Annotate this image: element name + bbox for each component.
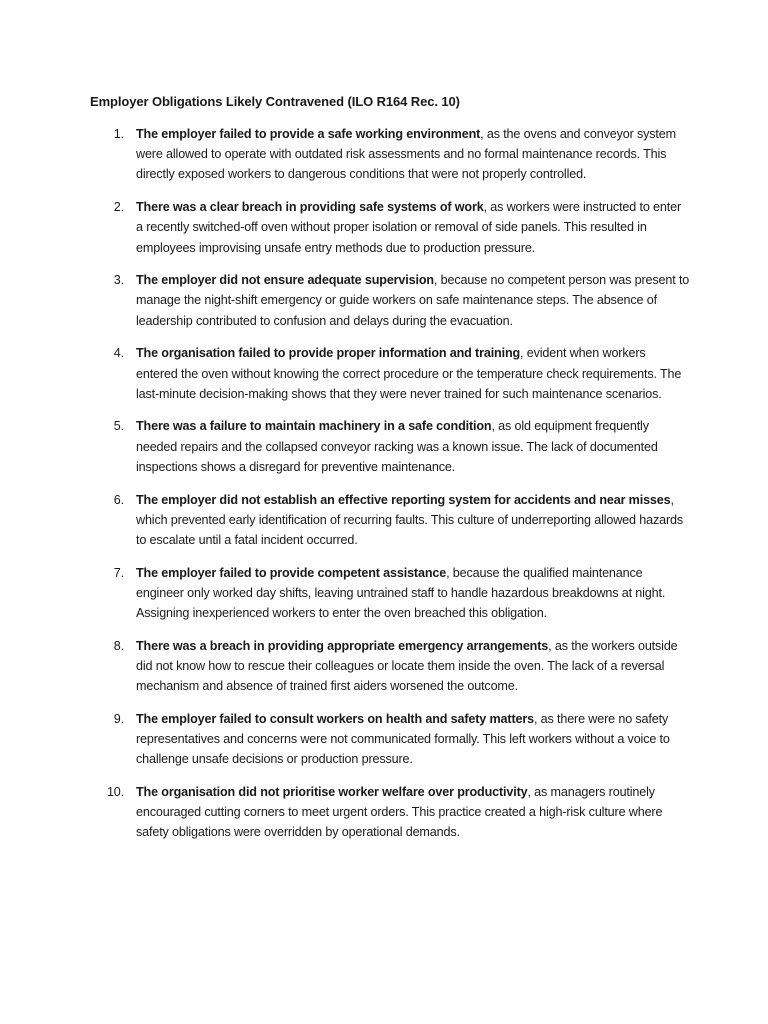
list-item [90,782,690,843]
item-number: 3. [113,273,124,288]
list-item [90,270,690,331]
list-item [90,124,690,185]
list-item [90,709,690,770]
item-lead-text: There was a clear breach in providing safe systems of work [136,200,484,215]
item-lead-text: There was a breach in providing appropriate emergency arrangements [136,638,549,653]
list-item [90,343,690,404]
item-number: 8. [113,638,124,653]
item-number: 4. [113,346,124,361]
item-body-text: , because no competent person was present to manage the night-shift emergency or guide workers on safe maintenance steps. The absence of leadership contributed to confusion and delays during the evacuation. [136,273,690,328]
list-item [90,416,690,477]
item-body-text: , as the ovens and conveyor system were allowed to operate with outdated risk assessments and no formal maintenance records. This directly exposed workers to dangerous conditions that were not properly controlled. [136,127,676,182]
item-number: 7. [113,565,124,580]
item-number: 1. [113,127,124,141]
item-body-text: , as workers were instructed to enter a recently switched-off oven without proper isolation or removal of side panels. This resulted in employees improvising unsafe entry methods due to production pressure. [136,200,681,255]
item-lead-text: The employer failed to provide a safe working environment [136,127,481,141]
item-lead-text: There was a failure to maintain machinery in a safe condition [136,419,492,434]
document-heading: Employer Obligations Likely Contravened (ILO R164 Rec. 10) [90,94,460,109]
item-number: 6. [113,492,124,507]
item-body-text: , as managers routinely encouraged cutting corners to meet urgent orders. This practice created a high-risk culture where safety obligations were overridden by operational demands. [136,784,663,840]
item-lead-text: The employer did not establish an effective reporting system for accidents and near misses [136,492,671,507]
item-lead-text: The organisation failed to provide proper information and training [136,346,521,361]
item-body-text: , because the qualified maintenance engineer only worked day shifts, leaving untrained staff to handle hazardous breakdowns at night. Assigning inexperienced workers to enter the oven breached this obligation. [136,565,666,621]
list-item [90,490,690,551]
item-number: 5. [113,419,124,434]
item-body-text: , as old equipment frequently needed repairs and the collapsed conveyor racking was a known issue. The lack of documented inspections shows a disregard for preventive maintenance. [136,419,658,474]
item-number: 2. [113,200,124,215]
item-number: 10. [106,784,124,799]
item-body-text: , as the workers outside did not know how to rescue their colleagues or locate them inside the oven. The lack of a reversal mechanism and absence of trained first aiders worsened the outcome. [136,638,678,694]
list-item [90,636,690,697]
item-body-text: , which prevented early identification of recurring faults. This culture of underreporting allowed hazards to escalate until a fatal incident occurred. [136,492,683,547]
item-lead-text: The organisation did not prioritise worker welfare over productivity [136,784,528,799]
item-body-text: , evident when workers entered the oven without knowing the correct procedure or the temperature check requirements. The last-minute decision-making shows that they were never trained for such maintenance scenarios. [136,346,682,401]
item-lead-text: The employer failed to consult workers on health and safety matters [136,711,534,726]
item-body-text: , as there were no safety representatives and concerns were not communicated formally. This left workers without a voice to challenge unsafe decisions or production pressure. [136,711,670,767]
item-number: 9. [113,711,124,726]
list-item [90,563,690,624]
item-lead-text: The employer did not ensure adequate supervision [136,273,434,288]
item-lead-text: The employer failed to provide competent assistance [136,565,447,580]
obligation-list [90,124,690,855]
list-item [90,197,690,258]
